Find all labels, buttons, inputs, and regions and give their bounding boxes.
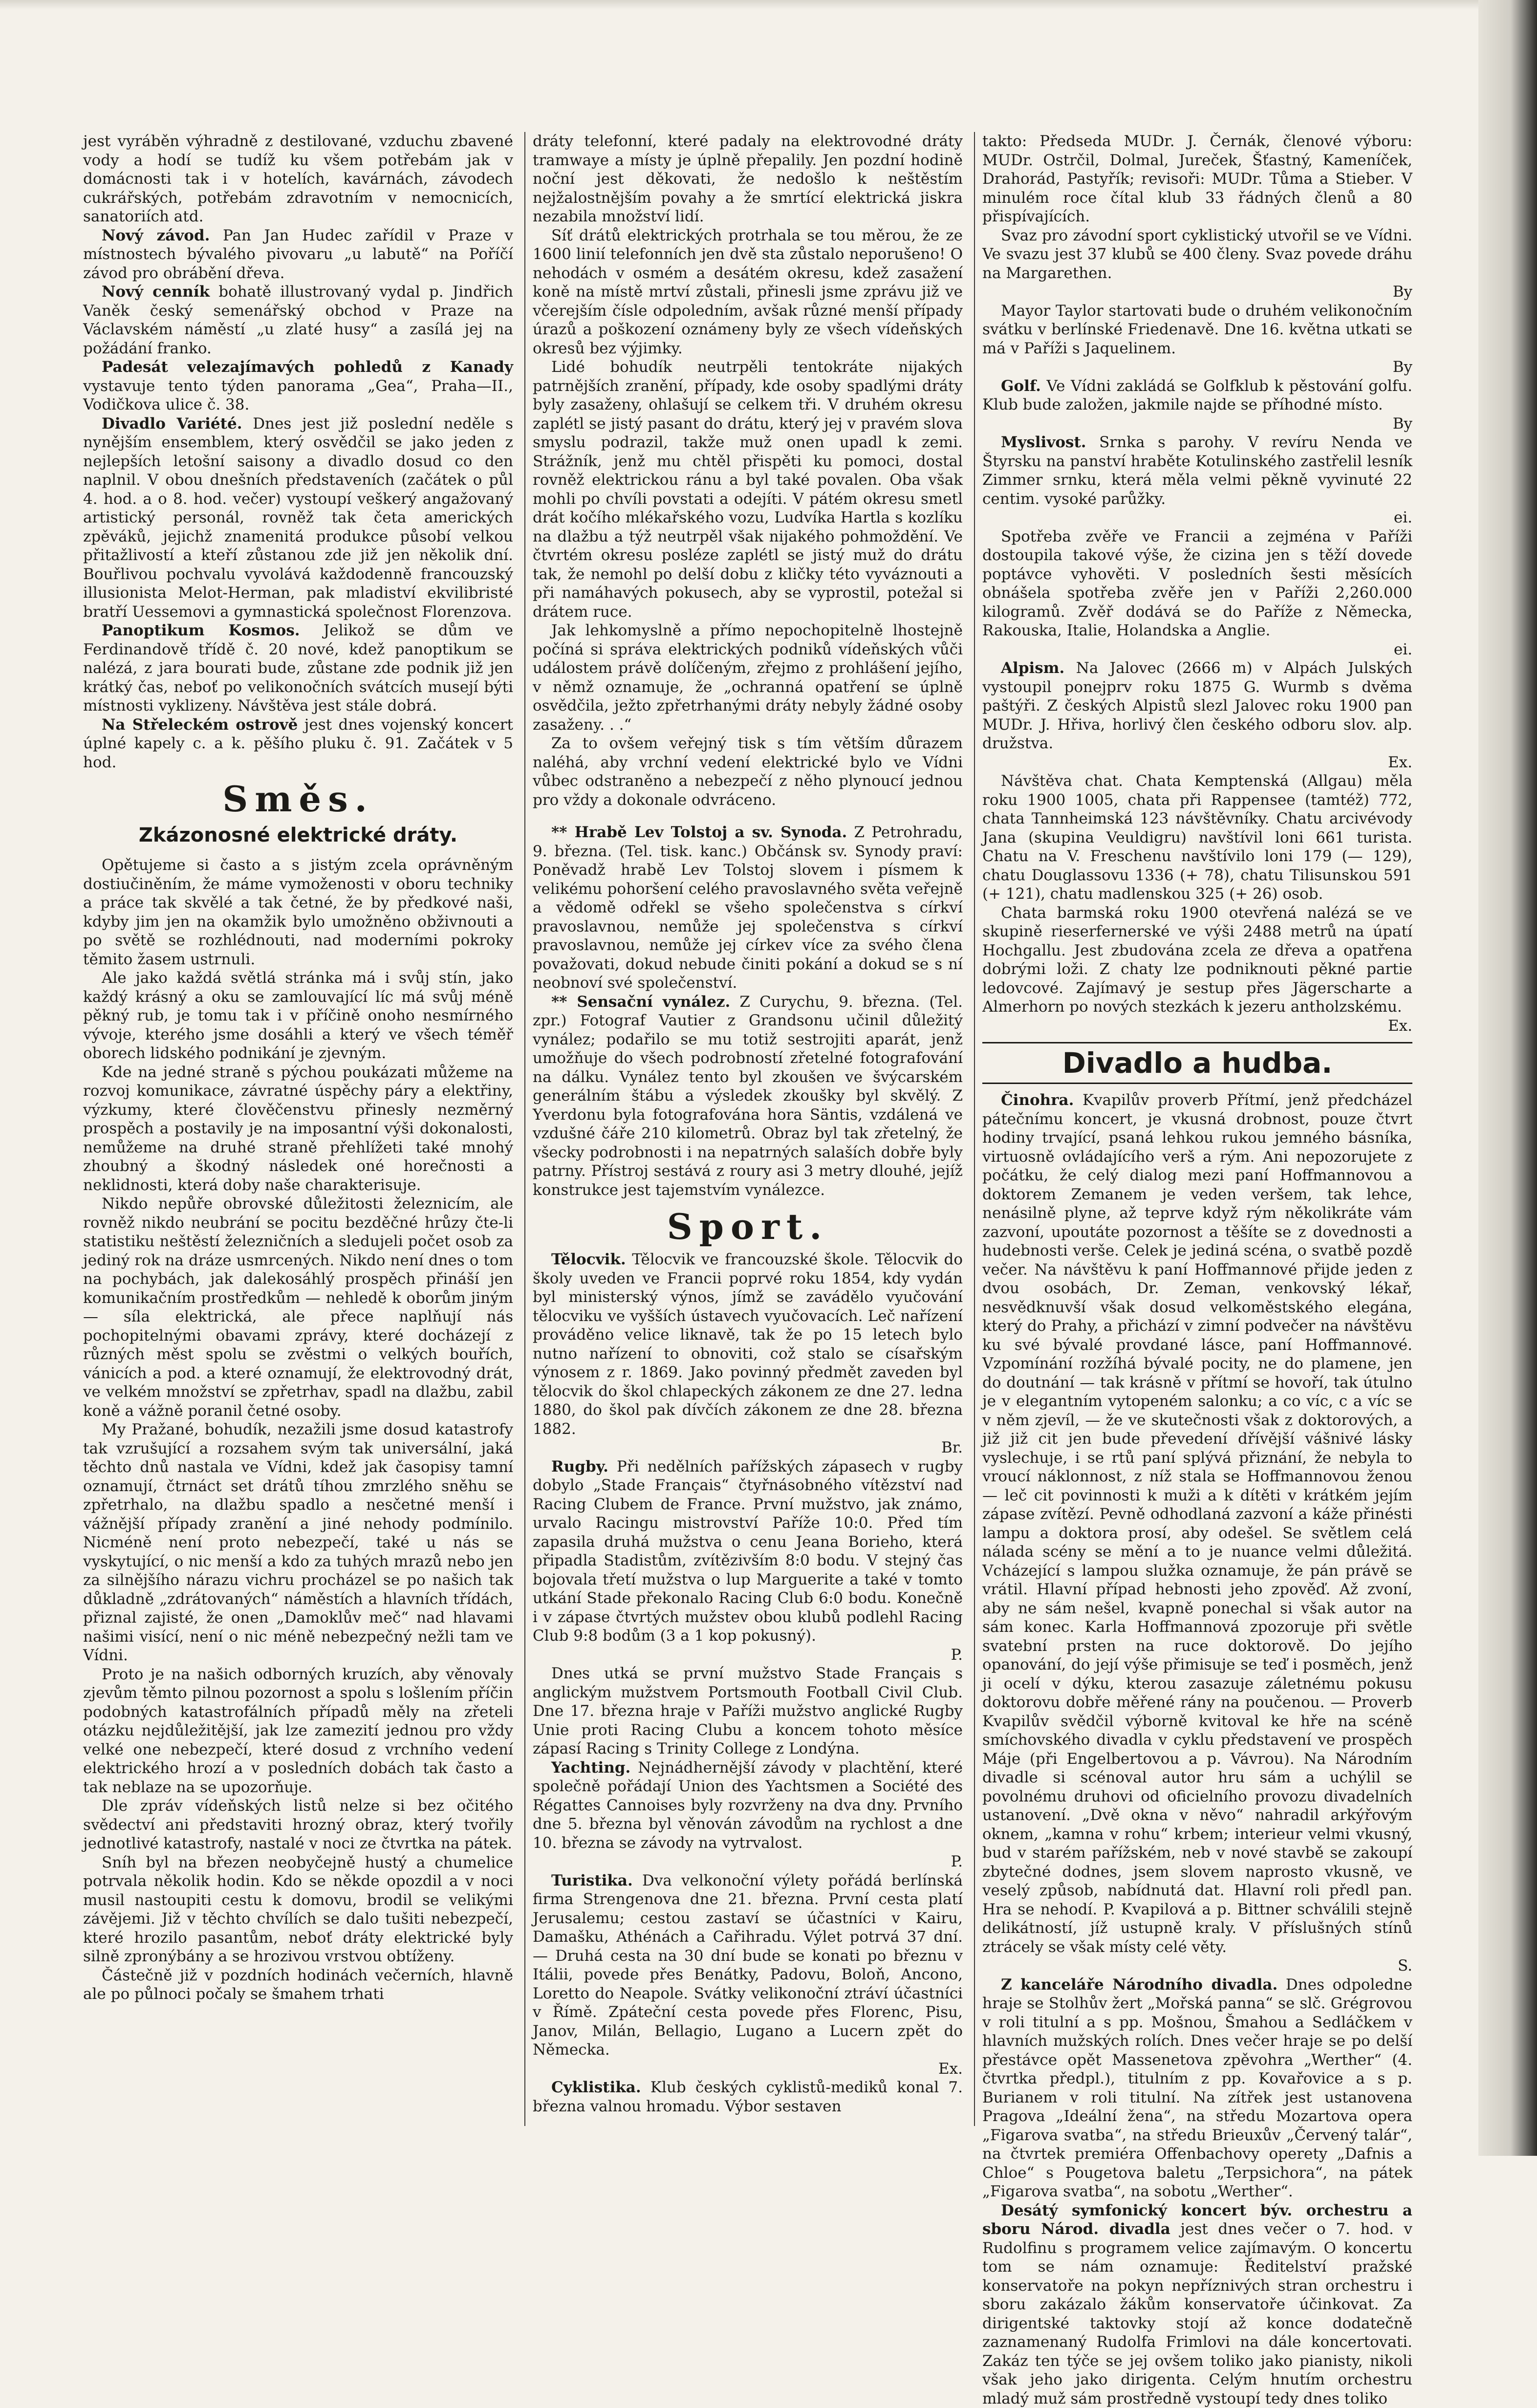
news-item-text: Tělocvik ve francouzské škole. Tělocvik do školy uveden ve Francii poprvé roku 1854, kdy vydán byl ministerský výnos, jímž se zavádělo vyučování tělocviku ve vyšších ústavech vyučovacích. Leč nařízení prováděno velice liknavě, tak že po 15 letech bylo nutno nařízení to obnoviti, což stalo se císařským výnosem z r. 1869. Jako povinný předmět zaveden byl tělocvik do škol chlapeckých zákonem ze dne 27. ledna 1880, do škol pak dívčích zákonem ze dne 28. března 1882. xyxy=(533,1251,963,1438)
article-paragraph: Mayor Taylor startovati bude o druhém velikonočním svátku v berlínské Friedenavě. Dne 16. května utkati se má v Paříži s Jaquelinem. xyxy=(982,302,1412,358)
news-item xyxy=(982,1091,1412,1956)
news-item-heading: Nový závod. xyxy=(102,227,210,244)
author-signature: By xyxy=(982,358,1412,377)
news-item xyxy=(83,716,513,772)
news-item xyxy=(533,1758,963,1853)
news-item-text: Srnka s parohy. V revíru Nenda ve Štyrsku na panství hraběte Kotulinského zastřelil lesník Zimmer srnku, která měla velmi pěkně vyvinuté 22 centim. vysoké parůžky. xyxy=(982,434,1412,508)
article-paragraph: Proto je na našich odborných kruzích, aby věnovaly zjevům těmto pilnou pozornost a spolu s lošlením příčin podobných katastrofálních případů měly na zřeteli otázku nejdůležitější, jak lze zamezití jednou pro vždy velké one nebezpečí, které dosud z vrchního vedení elektrického hrozí a v posledních dobách tak často a tak neblaze na se upozorňuje. xyxy=(83,1665,513,1797)
article-paragraph: Částečně již v pozdních hodinách večerních, hlavně ale po půlnoci počaly se šmahem trhati xyxy=(83,1966,513,2004)
author-signature: By xyxy=(982,282,1412,302)
news-item-text: Z Curychu, 9. března. (Tel. zpr.) Fotograf Vautier z Grandsonu učinil důležitý vynález; podařilo se mu totiž sestrojiti aparát, jenž umožňuje do všech podrobností zřetelné fotografování na dálku. Vynález tento byl zkoušen ve švýcarském generálním štábu a výsledek zkoušky byl skvělý. Z Yverdonu byla fotografována hora Säntis, vzdálená ve vzdušné čáře 210 kilometrů. Obraz byl tak zřetelný, že všecky podrobnosti i na nepatrných salaších dobře byly patrny. Přístroj sestává z roury asi 3 metry dlouhé, jejíž konstrukce jest tajemstvím vynálezce. xyxy=(533,993,963,1199)
article-paragraph: My Pražané, bohudík, nezažili jsme dosud katastrofy tak vzrušující a rozsahem svým tak universální, jaká těchto dnů nastala ve Vídni, kdež jak časopisy tamní oznamují, čtrnáct set drátů tíhou zmrzlého sněhu se zpřetrhalo, na dlažbu spadlo a nesčetné menší i vážnější případy zranění a jiné nehody podmínilo. Nicméně není proto nebezpečí, také u nás se vyskytující, o nic menší a kdo za tuhých mrazů nebo jen za silnějšího nárazu vichru procházel se po našich tak důkladně „zdrátovaných“ náměstích a hlavních třídách, přiznal zajisté, že onen „Damoklův meč“ nad hlavami našimi visící, není o nic méně nebezpečný nežli tam ve Vídni. xyxy=(83,1420,513,1665)
news-item-heading: Golf. xyxy=(1001,377,1041,395)
news-item xyxy=(533,1871,963,2060)
section-heading-smes: Směs. xyxy=(83,779,513,820)
news-item-heading: Yachting. xyxy=(551,1759,630,1777)
news-item-heading: ** Hrabě Lev Tolstoj a sv. Synoda. xyxy=(551,824,847,841)
news-item-heading: Tělocvik. xyxy=(551,1251,626,1268)
news-item-text: jest dnes vojenský koncert úplné kapely c. a k. pěšího pluku č. 91. Začátek v 5 hod. xyxy=(83,716,513,771)
article-paragraph: Dle zpráv vídeňských listů nelze si bez očitého svědectví ani představiti hrozný obraz, který tvořily jednotlivé katastrofy, nastalé v noci ze čtvrtka na pátek. xyxy=(83,1797,513,1853)
article-paragraph: Lidé bohudík neutrpěli tentokráte nijakých patrnějších zranění, případy, kde osoby spadlými dráty byly zasaženy, ohlašují se celkem tři. V druhém okresu zaplétl se jistý pasant do drátu, který jej v pravém slova smyslu podrazil, takže muž onen upadl k zemi. Strážník, jenž mu chtěl přispěti ku pomoci, dostal rovněž elektrickou ránu a byl také povalen. Oba však mohli po chvíli povstati a odejíti. V pátém okresu smetl drát kočího mlékařského vozu, Ludvíka Hartla s kozlíku na dlažbu a týž neutrpěl však nijakého pohmoždění. Ve čtvrtém okresu posléze zaplétl se jistý muž do drátu tak, že nemohl po delší dobu z kličky této vyváznouti a při namáhavých pokusech, aby se vyprostil, potežal si drátem ruce. xyxy=(533,358,963,621)
article-paragraph: jest vyráběn výhradně z destilované, vzduchu zbavené vody a hodí se tudíž ku všem potřebám jak v domácnosti tak i v hotelích, kavárnách, závodech cukrářských, potřebám zdravotním v nemocnicích, sanatoriích atd. xyxy=(83,132,513,226)
news-item-text: Klub českých cyklistů-mediků konal 7. března valnou hromadu. Výbor sestaven xyxy=(533,2079,963,2115)
scan-top-shadow xyxy=(0,0,1537,10)
author-signature: S. xyxy=(982,1956,1412,1975)
news-item-heading: Nový cenník xyxy=(102,283,210,301)
news-item xyxy=(533,2078,963,2116)
news-item-heading: Z kanceláře Národního divadla. xyxy=(1001,1976,1277,1994)
column-2 xyxy=(533,132,963,2116)
news-item-heading: Panoptikum Kosmos. xyxy=(102,622,300,639)
column-rule-2 xyxy=(974,132,975,2126)
news-item-text: Dva velkonoční výlety pořádá berlínská firma Strengenova dne 21. března. První cesta platí Jerusalemu; cestou zastaví se účastníci v Kairu, Damašku, Athénách a Cařihradu. Výlet potrvá 37 dní. — Druhá cesta na 30 dní bude se konati po březnu v Itálii, povede přes Benátky, Padovu, Boloň, Ancono, Loretto do Neapole. Svátky velikonoční ztráví účastníci v Římě. Zpáteční cesta povede přes Florenc, Pisu, Janov, Milán, Bellagio, Lugano a Lucern zpět do Německa. xyxy=(533,1872,963,2059)
author-signature: Ex. xyxy=(982,753,1412,772)
news-item xyxy=(533,993,963,1200)
article-paragraph: Nikdo nepůře obrovské důležitosti železnicím, ale rovněž nikdo neubrání se pocitu bezděčné hrůzy čte-li statistiku neštěstí železničních a sledujeli počet osob za jediný rok na dráze usmrcených. Nikdo není dnes o tom na pochybách, jak dalekosáhlý prospěch přináší jen komunikačním prostředkům — nehledě k oborům jiným — síla elektrická, ale přece naplňují nás pochopitelnými obavami zprávy, které docházejí z různých měst spolu se zvěstmi o velkých bouřích, vánicích a pod. a které oznamují, že elektrovodný drát, ve velkém množství se zpřetrhav, spadl na dlažbu, zabil koně a vážně poranil četné osoby. xyxy=(83,1194,513,1420)
author-signature: ei. xyxy=(982,640,1412,659)
section-heading-divadlo: Divadlo a hudba. xyxy=(982,1042,1412,1084)
news-item-heading: Rugby. xyxy=(551,1458,608,1475)
article-paragraph: Svaz pro závodní sport cyklistický utvořil se ve Vídni. Ve svazu jest 37 klubů se 400 členy. Svaz povede dráhu na Margarethen. xyxy=(982,226,1412,283)
news-item-text: Nejnádhernější závody v plachtění, které společně pořádají Union des Yachtsmen a Société des Régattes Cannoises byly rozvrženy na dva dny. Prvního dne 5. března byl věnován závodům na rychlost a dne 10. března se závody na vytrvalost. xyxy=(533,1759,963,1852)
news-item xyxy=(533,823,963,993)
news-item-heading: Divadlo Variété. xyxy=(102,415,242,433)
news-item-text: Kvapilův proverb Přítmí, jenž předcházel pátečnímu koncert, je vkusná drobnost, pouze čtvrt hodiny trvající, psaná lehkou rukou jemného básníka, virtuosně ovládajícího verš a rým. Ani nepozorujete z počátku, že celý dialog mezi paní Hoffmannovou a doktorem Zemanem je veden veršem, tak lehce, nenásilně plyne, až teprve když rým několikráte vám zazvoní, upoutáte pozornost a těšíte se z dovednosti a hudebnosti verše. Celek je jediná scéna, o svatbě pozdě večer. Na návštěvu k paní Hoffmannové přijde jeden z dvou osobách, Dr. Zeman, venkovský lékař, nesvědknuvší však dosud velkoměstského elegána, který do Prahy, a přichází v zimní podvečer na návštěvu ku své bývalé provdané lásce, paní Hoffmannové. Vzpomínání rozžíhá bývalé pocity, ne do plamene, jen do doutnání — tak krásně v přítmí se hovoří, tak útulno je v elegantním vytopeném salonku; a co víc, c a víc se v něm zjevíl, — že ve skutečnosti však z doktorových, a již již cit jen bude převedení dřívější vášnivé lásky vyslechuje, i se rtů paní splývá přiznání, že nebyla to vroucí náklonnost, z níž stala se Hoffmannovou ženou — leč cit povinnosti k muži a k dítěti v krátkém jejím zápase zvítězí. Pevně odhodlaná zazvoní a káže přinésti lampu a doktora prosí, aby odešel. Se světlem celá nálada scény se mění a to je nuance velmi důležitá. Vcházející s lampou služka oznamuje, že pán právě se vrátil. Hlavní případ hebnosti jeho zpověď. Až zvoní, aby ne sám nešel, kvapně ponechal si však autor na sám konec. Karla Hoffmannová zpozoruje při světle svatební prsten na ruce doktorově. Do jejího opanování, do její výše přimisuje se teď i posměch, jenž ji ocelí v dýku, kterou zasazuje záletnému pokusu doktorovu dobře měřené rány na poučenou. — Proverb Kvapilův svědčil výborně kvitoval ke hře na scéně smíchovského divadla v cyklu představení ve prospěch Máje (při Engelbertovou a p. Vávrou). Na Národním divadle si scénoval autor hru sám a uchýlil se povolnému druhovi od oficielního provozu divadelních ustanovení. „Dvě okna v něvo“ nahradil arkýřovým oknem, „kamna v rohu“ krbem; interieur velmi vkusný, bud v starém pařížském, neb v nové stavbě se zakoupí zbytečné dodnes, jsem slovem naprosto vkusně, ve veselý způsob, nabídnutá dat. Hlavní roli předl pan. Hra se nehodí. P. Kvapilová a p. Bittner schválili stejně delikátností, jíž ustupně kraly. V příslušných stínů ztrácely se však místy celé věty. xyxy=(982,1091,1412,1956)
article-paragraph: dráty telefonní, které padaly na elektrovodné dráty tramwaye a místy je úplně přepalily. Jen pozdní hodině noční jest děkovati, že nedošlo k neštěstím nejžalostnějším povahy a že smrtící elektrická jiskra nezabila množství lidí. xyxy=(533,132,963,226)
news-item-text: Při nedělních pařížských zápasech v rugby dobylo „Stade Français“ čtyřnásobného vítězství nad Racing Clubem de France. První mužstvo, jak známo, urvalo Racingu mistrovství Paříže 10:0. Před tím zapasila druhá mužstva o cenu Jeana Borieho, která připadla Stadistům, zvítězivším 8:0 bodu. V stejný čas bojovala třetí mužstva o lup Marguerite a také v tomto utkání Stade překonalo Racing Club 6:0 bodu. Konečně i v zápase čtvrtých mužstev obou klubů podlehl Racing Club 9:8 bodům (3 a 1 kop pokusný). xyxy=(533,1458,963,1645)
column-rule-1 xyxy=(524,132,525,2126)
news-item xyxy=(982,433,1412,508)
article-paragraph: Ale jako každá světlá stránka má i svůj stín, jako každý krásný a oku se zamlouvající líc má svůj méně pěkný rub, je tomu tak i v příčině onoho nesmírného vývoje, kterého jsme dosáhli a který ve všech téměř oborech lidského podnikání je zjevným. xyxy=(83,969,513,1063)
news-item-heading: Turistika. xyxy=(551,1872,633,1889)
article-paragraph: Chata barmská roku 1900 otevřená nalézá se ve skupině rieserfernerské ve výši 2488 metrů na úpatí Hochgallu. Jest zbudována zcela ze dřeva a opatřena dobrými loži. Z chaty lze podniknouti pěkné partie ledovcové. Zajímavý je sestup přes Jägerscharte a Almerhorn po nových stezkách k jezeru antholzskému. xyxy=(982,904,1412,1017)
news-item-text: bohatě illustrovaný vydal p. Jindřich Vaněk český semenářský obchod v Praze na Václavském náměstí „u zlaté husy“ a zasílá jej na požádání franko. xyxy=(83,283,513,357)
news-item-text: Dnes odpoledne hraje se Stolhův žert „Mořská panna“ se slč. Grégrovou v roli titulní a s pp. Mošnou, Šmahou a Sedláčkem v hlavních mužských rolích. Dnes večer hraje se po delší přestávce opět Massenetova zpěvohra „Werther“ (4. čtvrtka předpl.), titulním z pp. Kovařovice a s p. Burianem v roli titulní. Na zítřek jest ustanovena Pragova „Ideální žena“, na středu Mozartova opera „Figarova svatba“, na středu Brieuxův „Červený talár“, na čtvrtek premiéra Offenbachovy operety „Dafnis a Chloe“ s Pougetova baletu „Terpsichora“, na pátek „Figarova svatba“, na sobotu „Werther“. xyxy=(982,1976,1412,2201)
article-paragraph: Návštěva chat. Chata Kemptenská (Allgau) měla roku 1900 1005, chata při Rappensee (tamtéž) 772, chata Tannheimská 123 návštěvníky. Chatu arcivévody Jana (skupina Veuldigru) navštívil loni 661 turista. Chatu na V. Freschenu navštívilo loni 179 (— 129), chatu Douglassovu 1336 (+ 78), chatu Tilisunskou 591 (+ 121), chatu madlenskou 325 (+ 26) osob. xyxy=(982,772,1412,904)
article-paragraph: Opětujeme si často a s jistým zcela oprávněným dostiučiněním, že máme vymoženosti v oboru techniky a práce tak skvělé a tak četné, že by předkové naši, kdyby jim jen na okamžik bylo umožněno obživnouti a po světě se rozhlédnouti, nad moderními pokroky těmito žasem ustrnuli. xyxy=(83,856,513,969)
author-signature: Br. xyxy=(533,1438,963,1457)
news-item-text: Jelikož se dům ve Ferdinandově třídě č. 20 nové, kdež panoptikum se nalézá, z jara bourati bude, zůstane zde podnik již jen krátký čas, neboť po velikonočních svátcích musejí býti místnosti vyklizeny. Návštěva jest stále dobrá. xyxy=(83,622,513,715)
author-signature: Ex. xyxy=(533,2060,963,2079)
article-paragraph: Síť drátů elektrických protrhala se tou měrou, že ze 1600 linií telefonních jen dvě sta zůstalo neporušeno! O nehodách v osmém a desátém okresu, kdež zasažení koně na místě mrtví zůstali, přinesli jsme zprávu již ve včerejším čísle odpoledním, avšak různé menší případy úrazů a poškození oznámeny byly ze všech vídeňských okresů bez výjimky. xyxy=(533,226,963,358)
author-signature: P. xyxy=(533,1852,963,1871)
article-paragraph: Spotřeba zvěře ve Francii a zejména v Paříži dostoupila takové výše, že cizina jen s těží dovede poptávce vyhověti. V posledních šesti měsících obnášela spotřeba zvěře jen v Paříži 2,260.000 kilogramů. Zvěř dodává se do Paříže z Německa, Rakouska, Italie, Holandska a Anglie. xyxy=(982,527,1412,640)
scan-binding-edge xyxy=(1478,0,1537,2156)
news-item-heading: Na Střeleckém ostrově xyxy=(102,716,298,734)
news-item xyxy=(83,282,513,358)
news-item-text: Na Jalovec (2666 m) v Alpách Julských vystoupil ponejprv roku 1875 G. Wurmb s dvěma paštýři. Z českých Alpistů slezl Jalovec roku 1900 pan MUDr. J. Hřiva, horlivý člen českého odboru slov. alp. družstva. xyxy=(982,659,1412,752)
news-item-heading: Alpism. xyxy=(1001,659,1064,677)
article-paragraph: Jak lehkomyslně a přímo nepochopitelně lhostejně počíná si správa elektrických podniků vídeňských vůči událostem právě dolíčeným, zřejmo z prohlášení jejího, v němž oznamuje, že „ochranná opatření se úplně osvědčila, ježto zpřetrhanými dráty nebyly žádné osoby zasaženy. . .“ xyxy=(533,621,963,734)
news-item xyxy=(83,358,513,414)
newspaper-page xyxy=(83,132,1403,2141)
news-item-heading: ** Sensační vynález. xyxy=(551,993,730,1011)
news-item-heading: Desátý symfonický koncert býv. orchestru a sboru Národ. divadla xyxy=(982,2202,1412,2238)
author-signature: P. xyxy=(533,1646,963,1665)
news-item xyxy=(982,377,1412,414)
news-item xyxy=(83,621,513,716)
author-signature: By xyxy=(982,414,1412,434)
author-signature: Ex. xyxy=(982,1017,1412,1036)
news-item-heading: Myslivost. xyxy=(1001,434,1086,451)
article-paragraph: Sníh byl na březen neobyčejně hustý a chumelice potrvala několik hodin. Kdo se někde opozdil a v noci musil nastoupiti cestu k domovu, brodil se velikými závějemi. Již v těchto chvílích se dalo tušiti nebezpečí, které hrozilo pasantům, neboť dráty elektrické byly silně zpronýbány a se hrozivou vrstvou obtíženy. xyxy=(83,1853,513,1966)
news-item xyxy=(982,2201,1412,2408)
article-headline: Zkázonosné elektrické dráty. xyxy=(83,823,513,848)
column-3 xyxy=(982,132,1412,2408)
news-item-text: Pan Jan Hudec zařídil v Praze v místnostech bývalého pivovaru „u labutě“ na Poříčí závod pro obrábění dřeva. xyxy=(83,227,513,282)
news-item xyxy=(982,659,1412,753)
section-heading-sport: Sport. xyxy=(533,1206,963,1247)
author-signature: ei. xyxy=(982,508,1412,527)
news-item-heading: Činohra. xyxy=(1001,1091,1074,1109)
article-paragraph: Za to ovšem veřejný tisk s tím větším důrazem naléhá, aby vrchní vedení elektrické bylo ve Vídni vůbec odstraněno a nebezpečí z něho plynoucí jednou pro vždy a dokonale odvráceno. xyxy=(533,734,963,809)
news-item-text: Z Petrohradu, 9. března. (Tel. tisk. kanc.) Občánsk sv. Synody praví: Poněvadž hrabě Lev Tolstoj slovem i písmem k velikému pohoršení celého pravoslavného světa veřejně a vědomě odřekl se všeho společenstva s církví pravoslavnou, nemůže jej společenstva s církví pravoslavnou, nemůže jej církev více za svého člena považovati, dokud nebude činiti pokání a dokud se s ní neobnoví své společenství. xyxy=(533,824,963,992)
news-item-heading: Padesát velezajímavých pohledů z Kanady xyxy=(102,358,513,376)
news-item xyxy=(982,1975,1412,2201)
article-paragraph: takto: Předseda MUDr. J. Černák, členové výboru: MUDr. Ostrčil, Dolmal, Jureček, Šťastný, Kameníček, Drahorád, Pastyřík; revisoři: MUDr. Tůma a Stieber. V minulém roce čítal klub 33 řádných členů a 80 přispívajících. xyxy=(982,132,1412,226)
spacer xyxy=(533,809,963,823)
article-paragraph: Dnes utká se první mužstvo Stade Français s anglickým mužstvem Portsmouth Football Civil Club. Dne 17. března hraje v Paříži mužstvo anglické Rugby Unie proti Racing Clubu a koncem tohoto měsíce zápasí Racing s Trinity College z Londýna. xyxy=(533,1664,963,1758)
news-item-heading: Cyklistika. xyxy=(551,2079,641,2096)
news-item-text: Dnes jest již poslední neděle s nynějším ensemblem, který osvědčil se jako jeden z nejlepších letošní saisony a divadlo dosud co den naplnil. V obou dnešních představeních (začátek o půl 4. hod. a o 8. hod. večer) vystoupí veškerý angažovaný artistický personál, rovněž tak četa amerických zpěváků, jejichž znamenitá produkce působí velkou přitažlivostí a kteří zůstanou zde již jen několik dní. Bouřlivou pochvalu vyvolává každodenně francouzský illusionista Melot-Herman, pak mladiství ekvilibristé bratří Uessemovi a gymnastická společnost Florenzova. xyxy=(83,415,513,621)
article-paragraph: Kde na jedné straně s pýchou poukázati můžeme na rozvoj komunikace, závratné úspěchy páry a elektřiny, výzkumy, které člověčenstvu přinesly nezměrný prospěch a postavily je na imposantní výši dokonalosti, nemůžeme na druhé straně přehlížeti také mnohý zhoubný a škodný následek oné horečnosti a neklidnosti, která doby naše charakterisuje. xyxy=(83,1063,513,1195)
news-item xyxy=(533,1457,963,1646)
news-item xyxy=(83,414,513,622)
news-item xyxy=(533,1250,963,1438)
column-1 xyxy=(83,132,513,2004)
news-item-text: Ve Vídni zakládá se Golfklub k pěstování golfu. Klub bude založen, jakmile najde se příhodné místo. xyxy=(982,377,1412,414)
news-item-text: jest dnes večer o 7. hod. v Rudolfinu s programem velice zajímavým. O koncertu tom se nám oznamuje: Ředitelství pražské konservatoře na pokyn nepříznivých stran orchestru i sboru zakázalo žákům konservatoře účinkovat. Za dirigentské taktovky stojí až konce dodatečně zaznamenaný Rudolfa Frimlovi na dále koncertovati. Zakáz ten týče se jej ovšem toliko jako pianisty, nikoli však jeho jako dirigenta. Celým hnutím orchestru mladý muž sám prostředně vystoupí tedy dnes tolikо xyxy=(982,2220,1412,2408)
news-item xyxy=(83,226,513,283)
news-item-text: vystavuje tento týden panorama „Gea“, Praha—II., Vodičkova ulice č. 38. xyxy=(83,377,513,414)
